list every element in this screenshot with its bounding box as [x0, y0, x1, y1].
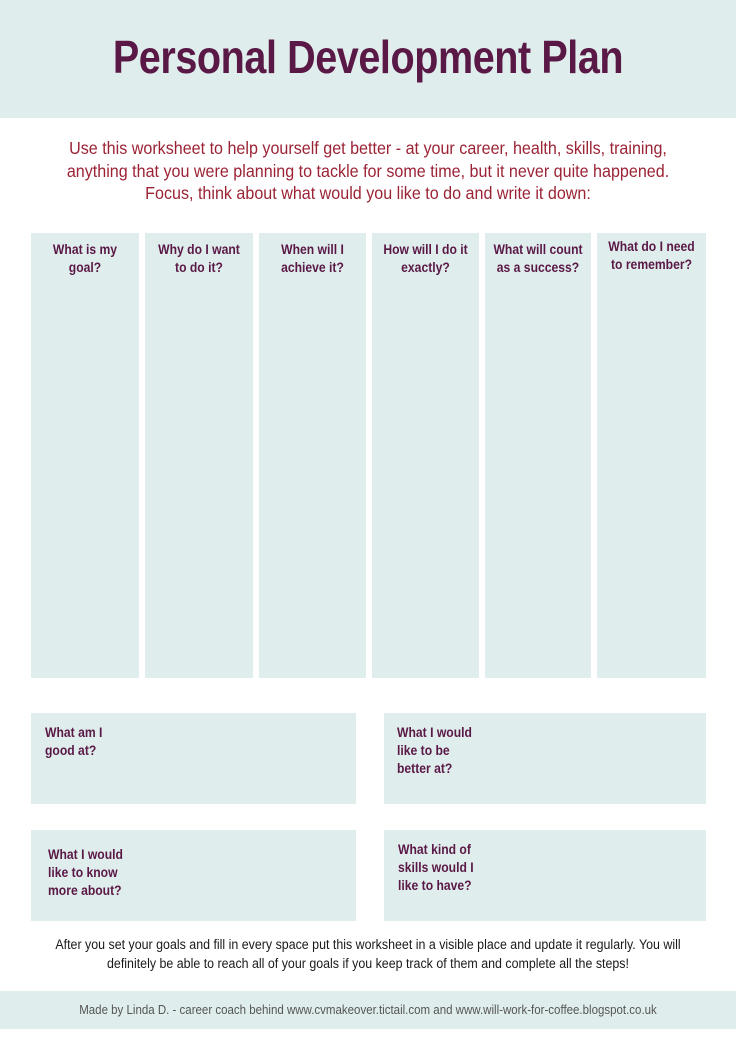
footer-band: [0, 991, 736, 1029]
intro-text: [57, 137, 679, 205]
column-question: How will I do it exactly?: [383, 242, 468, 275]
goal-column[interactable]: [31, 233, 139, 678]
success-column[interactable]: [485, 233, 591, 678]
outro-line: After you set your goals and fill in every space put this worksheet in a visible place and update it regularly. You will: [55, 937, 681, 952]
intro-line: Use this worksheet to help yourself get better - at your career, health, skills, training,: [69, 138, 667, 158]
box-question: What kind of skills would I like to have?: [398, 842, 474, 893]
remember-column[interactable]: [597, 233, 706, 678]
strengths-box[interactable]: [31, 713, 356, 804]
timeline-column[interactable]: [259, 233, 366, 678]
box-question: What I would like to know more about?: [48, 847, 123, 898]
reason-column[interactable]: [145, 233, 253, 678]
outro-line: definitely be able to reach all of your goals if you keep track of them and complete all the steps!: [107, 956, 629, 971]
column-question: When will I achieve it?: [281, 242, 344, 275]
column-question: Why do I want to do it?: [158, 242, 240, 275]
column-question: What will count as a success?: [493, 242, 583, 275]
column-question: What do I need to remember?: [608, 239, 695, 272]
column-question: What is my goal?: [52, 242, 118, 275]
learn-box[interactable]: [31, 830, 356, 921]
box-question: What am I good at?: [45, 725, 103, 758]
intro-line: anything that you were planning to tackle for some time, but it never quite happened.: [66, 160, 670, 181]
improve-box[interactable]: [384, 713, 706, 804]
method-column[interactable]: [372, 233, 479, 678]
intro-line: Focus, think about what would you like to do and write it down:: [145, 183, 591, 203]
box-question: What I would like to be better at?: [397, 725, 472, 776]
skills-box[interactable]: [384, 830, 706, 921]
page-title: Personal Development Plan: [112, 31, 624, 83]
outro-text: [48, 935, 688, 973]
footer-credit: Made by Linda D. - career coach behind www.cvmakeover.tictail.com and www.will-work-for-coffee.blogspot.co.uk: [79, 1003, 657, 1017]
